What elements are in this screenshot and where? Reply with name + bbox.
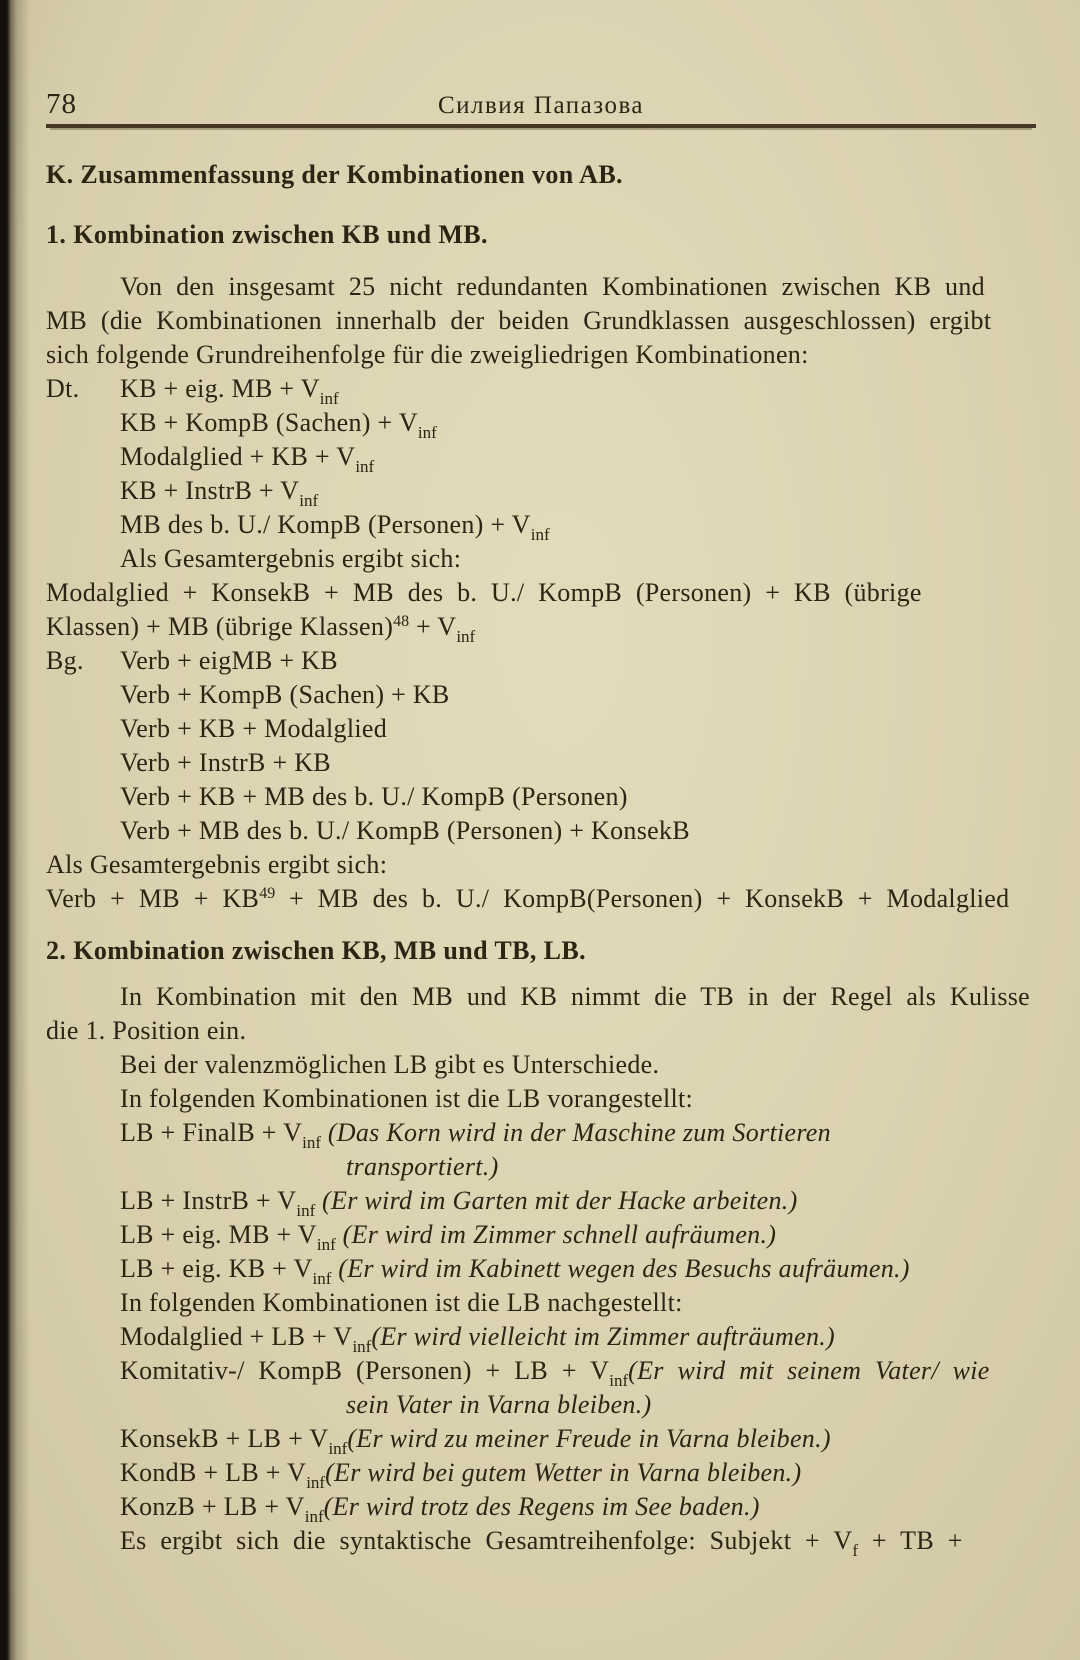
- text-line: Verb + KompB (Sachen) + KB: [120, 680, 450, 709]
- text-line: Komitativ-/ KompB (Personen) + LB + $V_{inf}(Er$ wird mit seinem Vater/ wie: [120, 1356, 990, 1390]
- subscript: inf: [316, 1235, 336, 1254]
- subscript: inf: [328, 1439, 348, 1458]
- text-line: KB + InstrB + $V_{inf}$: [120, 476, 319, 510]
- text-line: Modalglied + KonsekB + MB des b. U./ KompB (Personen) + KB (übrige: [46, 578, 922, 607]
- italic-example: (Er wird im Garten mit der Hacke arbeiten.): [315, 1186, 798, 1215]
- subscript: inf: [530, 525, 550, 544]
- subscript: inf: [352, 1337, 372, 1356]
- section-1-title: 1. Kombination zwischen KB und MB.: [46, 220, 488, 249]
- section-2-body: [46, 980, 1036, 1558]
- language-label: Bg.: [46, 646, 84, 675]
- italic-example: (Er wird im Kabinett wegen des Besuchs aufräumen.): [331, 1254, 910, 1283]
- italic-example: transportiert.): [346, 1152, 499, 1181]
- section-k-title: K. Zusammenfassung der Kombinationen von AB.: [46, 160, 623, 189]
- italic-example: (Er wird im Zimmer schnell aufräumen.): [335, 1220, 777, 1249]
- subscript: inf: [417, 423, 437, 442]
- text-line: die 1. Position ein.: [46, 1016, 247, 1045]
- language-label: Dt.: [46, 374, 80, 403]
- text-line: MB des b. U./ KompB (Personen) + $V_{inf}$: [120, 510, 550, 544]
- italic-example: (Er wird trotz des Regens im See baden.): [323, 1492, 760, 1521]
- page-header: [46, 88, 1036, 128]
- text-line: Dt. KB + eig. MB + $V_{inf}$: [46, 374, 339, 408]
- italic-example: (Er wird mit seinem Vater/ wie: [628, 1356, 990, 1385]
- text-line: Bei der valenzmöglichen LB gibt es Unterschiede.: [120, 1050, 660, 1079]
- text-line: Modalglied + LB + $V_{inf}(Er$ wird vielleicht im Zimmer aufträumen.): [120, 1322, 836, 1356]
- footnote-reference: 49: [259, 885, 276, 902]
- subscript: inf: [456, 627, 476, 646]
- subscript: inf: [609, 1371, 629, 1390]
- text-line: KonzB + LB + $V_{inf}(Er$ wird trotz des Regens im See baden.): [120, 1492, 760, 1526]
- text-line: Als Gesamtergebnis ergibt sich:: [46, 850, 388, 879]
- page-content: [46, 0, 1036, 1558]
- text-line: In Kombination mit den MB und KB nimmt die TB in der Regel als Kulisse: [120, 982, 1031, 1011]
- section-2-title: 2. Kombination zwischen KB, MB und TB, LB.: [46, 936, 587, 965]
- text-line: KB + KompB (Sachen) + $V_{inf}$: [120, 408, 437, 442]
- text-line: Verb + KB + MB des b. U./ KompB (Personen): [120, 782, 628, 811]
- subscript: f: [852, 1541, 859, 1560]
- text-line: LB + eig. MB + $V_{inf}$ (Er wird im Zimmer schnell aufräumen.): [120, 1220, 777, 1254]
- subscript: inf: [355, 457, 375, 476]
- text-line: Klassen) + MB (übrige Klassen)$^{48}$ + $V_{inf}$: [46, 612, 476, 646]
- italic-example: sein Vater in Varna bleiben.): [346, 1390, 652, 1419]
- text-line: LB + InstrB + $V_{inf}$ (Er wird im Garten mit der Hacke arbeiten.): [120, 1186, 798, 1220]
- footnote-reference: 48: [393, 613, 410, 630]
- text-line: Von den insgesamt 25 nicht redundanten Kombinationen zwischen KB und: [120, 272, 985, 301]
- subscript: inf: [306, 1473, 326, 1492]
- text-line: Bg. Verb + eigMB + KB: [46, 644, 1036, 678]
- italic-example: (Das Korn wird in der Maschine zum Sortieren: [321, 1118, 831, 1147]
- text-line: Verb + MB des b. U./ KompB (Personen) + KonsekB: [120, 816, 690, 845]
- text-line: KondB + LB + $V_{inf}(Er$ wird bei gutem Wetter in Varna bleiben.): [120, 1458, 802, 1492]
- binding-edge-shadow: [0, 0, 30, 1660]
- text-line: MB (die Kombinationen innerhalb der beiden Grundklassen ausgeschlossen) ergibt: [46, 306, 992, 335]
- text-line: Verb + InstrB + KB: [120, 748, 331, 777]
- subscript: inf: [302, 1133, 322, 1152]
- subscript: inf: [296, 1201, 316, 1220]
- italic-example: (Er wird zu meiner Freude in Varna bleiben.): [347, 1424, 831, 1453]
- running-head: Силвия Папазова: [437, 92, 645, 119]
- subscript: inf: [312, 1269, 332, 1288]
- italic-example: (Er wird vielleicht im Zimmer aufträumen.): [371, 1322, 836, 1351]
- text-line: LB + eig. KB + $V_{inf}$ (Er wird im Kabinett wegen des Besuchs aufräumen.): [120, 1254, 910, 1288]
- subscript: inf: [299, 491, 319, 510]
- section-1-body: [46, 270, 1036, 916]
- text-line: Es ergibt sich die syntaktische Gesamtreihenfolge: Subjekt + $V_f$ + TB +: [120, 1526, 963, 1560]
- text-line: [46, 1388, 1036, 1422]
- text-line: Verb + KB + Modalglied: [120, 714, 388, 743]
- italic-example: (Er wird bei gutem Wetter in Varna bleiben.): [325, 1458, 802, 1487]
- page-number: 78: [46, 88, 77, 120]
- text-line: In folgenden Kombinationen ist die LB nachgestellt:: [120, 1288, 683, 1317]
- text-line: Als Gesamtergebnis ergibt sich:: [120, 544, 462, 573]
- text-line: Verb + MB + $KB^{49}$ + MB des b. U./ KompB(Personen) + KonsekB + Modalglied: [46, 884, 1010, 913]
- subscript: inf: [319, 389, 339, 408]
- text-line: sich folgende Grundreihenfolge für die zweigliedrigen Kombinationen:: [46, 340, 809, 369]
- text-line: KonsekB + LB + $V_{inf}(Er$ wird zu meiner Freude in Varna bleiben.): [120, 1424, 831, 1458]
- text-line: Modalglied + KB + $V_{inf}$: [120, 442, 375, 476]
- text-line: [46, 1150, 1036, 1184]
- text-line: LB + FinalB + $V_{inf}$ (Das Korn wird in der Maschine zum Sortieren: [120, 1118, 831, 1152]
- subscript: inf: [304, 1507, 324, 1526]
- text-line: In folgenden Kombinationen ist die LB vorangestellt:: [120, 1084, 694, 1113]
